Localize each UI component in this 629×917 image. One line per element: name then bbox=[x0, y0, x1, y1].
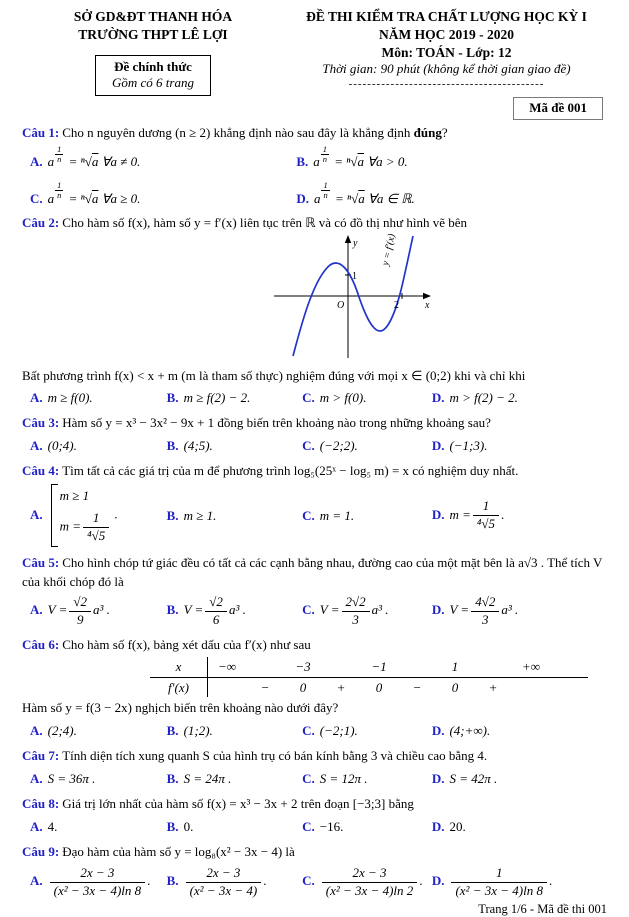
option-c bbox=[302, 817, 432, 837]
exponent-fraction bbox=[55, 145, 63, 165]
rhs: a³ . bbox=[93, 602, 110, 618]
exam-title: ĐỀ THI KIỂM TRA CHẤT LƯỢNG HỌC KỲ I bbox=[306, 9, 587, 24]
curve-label: y = f′(x) bbox=[380, 233, 398, 267]
question-6-stem2 bbox=[22, 699, 609, 717]
official-exam-label: Đề chính thức bbox=[114, 59, 192, 75]
radical-sign: ⁿ√ bbox=[80, 190, 92, 206]
question-4-label: Câu 4: bbox=[22, 463, 60, 479]
option-letter: C. bbox=[30, 190, 43, 206]
condition: ∀a ≠ 0. bbox=[101, 154, 141, 170]
option-c bbox=[302, 506, 432, 526]
question-8-label: Câu 8: bbox=[22, 796, 60, 812]
sign-table-sign-row bbox=[150, 678, 588, 698]
lhs: V = bbox=[47, 602, 68, 618]
option-d bbox=[296, 181, 609, 208]
option-letter: C. bbox=[302, 818, 315, 834]
fraction-den: 3 bbox=[482, 611, 489, 627]
option-text: 4. bbox=[47, 818, 58, 834]
system-line-2 bbox=[60, 510, 112, 545]
option-letter: C. bbox=[302, 602, 315, 618]
exp-num: 1 bbox=[322, 143, 327, 154]
option-text bbox=[449, 498, 505, 532]
option-d bbox=[432, 498, 609, 533]
condition: ∀a > 0. bbox=[367, 154, 408, 170]
formula bbox=[47, 143, 141, 170]
question-3-stem bbox=[22, 414, 609, 432]
option-text: m ≥ f(2) − 2. bbox=[183, 389, 251, 405]
fraction-num: 2x − 3 bbox=[186, 865, 262, 883]
exp-num: 1 bbox=[57, 179, 62, 190]
page-count-note: Gồm có 6 trang bbox=[112, 75, 194, 91]
fraction bbox=[342, 594, 370, 629]
question-6 bbox=[22, 636, 609, 743]
header-right bbox=[284, 8, 609, 120]
fraction-den: (x² − 3x − 4)ln 8 bbox=[53, 882, 142, 898]
stem-text: Tìm tất cả các giá trị của m để phương trình log₅(25ˣ − log₅ m) = x có nghiệm duy nhất. bbox=[62, 463, 519, 479]
option-text: (2;4). bbox=[47, 722, 77, 738]
option-letter: B. bbox=[166, 437, 179, 453]
option-a bbox=[30, 721, 167, 741]
derivative-graph bbox=[264, 234, 609, 366]
question-7 bbox=[22, 747, 609, 791]
x-value: −∞ bbox=[217, 659, 237, 675]
option-text: −16. bbox=[319, 818, 344, 834]
question-6-options bbox=[30, 721, 609, 741]
option-letter: B. bbox=[166, 507, 179, 523]
period: . bbox=[114, 506, 118, 522]
stem-text: Bất phương trình f(x) < x + m (m là tham số thực) nghiệm đúng với mọi x ∈ (0;2) khi và chỉ khi bbox=[22, 367, 526, 383]
sign: 0 bbox=[299, 679, 307, 695]
x-tick-2: 2 bbox=[394, 299, 399, 311]
exp-den: n bbox=[57, 190, 62, 201]
option-c bbox=[30, 181, 296, 208]
option-letter: C. bbox=[302, 507, 315, 523]
period: . bbox=[263, 872, 267, 888]
option-b bbox=[167, 436, 302, 456]
y-axis-arrow-icon bbox=[345, 235, 351, 243]
radical-sign: ⁿ√ bbox=[347, 190, 359, 206]
stem-bold-word: đúng bbox=[413, 125, 442, 141]
exp-num: 1 bbox=[323, 179, 328, 190]
condition: ∀a ≥ 0. bbox=[101, 190, 141, 206]
question-1 bbox=[22, 124, 609, 210]
option-text: S = 24π . bbox=[183, 770, 232, 786]
option-b bbox=[296, 145, 609, 172]
stem-text: Đạo hàm của hàm số y = log₈(x² − 3x − 4) là bbox=[62, 844, 295, 860]
formula bbox=[47, 179, 141, 206]
stem-text: Hàm số y = x³ − 3x² − 9x + 1 đồng biến trên khoảng nào trong những khoảng sau? bbox=[62, 415, 491, 431]
fraction-den: ⁴√5 bbox=[476, 516, 496, 532]
question-6-label: Câu 6: bbox=[22, 636, 60, 652]
question-2-stem2 bbox=[22, 367, 609, 385]
rhs: a³ . bbox=[501, 602, 519, 618]
question-9-label: Câu 9: bbox=[22, 844, 60, 860]
fraction bbox=[83, 510, 109, 545]
option-text: (4;+∞). bbox=[449, 722, 491, 738]
fraction-den: 3 bbox=[352, 611, 359, 627]
option-d bbox=[432, 436, 609, 456]
option-text: (4;5). bbox=[183, 437, 213, 453]
option-letter: A. bbox=[30, 872, 43, 888]
fraction-num: √2 bbox=[69, 594, 91, 612]
option-text: S = 12π . bbox=[319, 770, 368, 786]
question-3-options bbox=[30, 436, 609, 456]
equals: = bbox=[68, 154, 78, 170]
option-d bbox=[432, 721, 609, 741]
question-5-stem bbox=[22, 554, 609, 591]
exam-code-box: Mã đề 001 bbox=[513, 97, 603, 120]
option-text: m = 1. bbox=[319, 507, 355, 523]
math-base: a bbox=[47, 154, 55, 170]
exponent-fraction bbox=[321, 181, 329, 201]
fraction-num: 1 bbox=[473, 498, 499, 516]
stem-text: Hàm số y = f(3 − 2x) nghịch biến trên khoảng nào dưới đây? bbox=[22, 700, 339, 716]
option-c bbox=[302, 865, 432, 900]
equals: = bbox=[334, 154, 344, 170]
option-d bbox=[432, 769, 609, 789]
lhs: V = bbox=[183, 602, 204, 618]
option-text bbox=[184, 864, 267, 898]
option-a bbox=[30, 594, 167, 629]
option-letter: D. bbox=[296, 190, 309, 206]
fraction bbox=[50, 865, 146, 900]
question-9-stem bbox=[22, 843, 609, 861]
option-text: (−2;1). bbox=[319, 722, 358, 738]
option-text bbox=[449, 864, 553, 898]
radical-sign: ⁿ√ bbox=[80, 154, 92, 170]
option-letter: B. bbox=[166, 389, 179, 405]
question-7-options bbox=[30, 769, 609, 789]
fraction bbox=[471, 594, 499, 629]
formula bbox=[313, 143, 408, 170]
option-text: S = 42π . bbox=[449, 770, 498, 786]
option-letter: A. bbox=[30, 506, 43, 522]
option-letter: B. bbox=[296, 154, 309, 170]
fraction bbox=[451, 865, 547, 900]
question-2-label: Câu 2: bbox=[22, 215, 60, 231]
option-b bbox=[167, 721, 302, 741]
option-a bbox=[30, 769, 167, 789]
option-a bbox=[30, 865, 167, 900]
option-a bbox=[30, 388, 167, 408]
origin-label: O bbox=[337, 299, 345, 311]
divider-dashes: ------------------------------------------ bbox=[348, 78, 545, 91]
option-text: m > f(2) − 2. bbox=[449, 389, 518, 405]
option-letter: C. bbox=[302, 722, 315, 738]
fraction-num: 1 bbox=[451, 865, 547, 883]
fraction-den: 9 bbox=[76, 611, 84, 627]
option-text: S = 36π . bbox=[47, 770, 96, 786]
option-text bbox=[183, 594, 246, 627]
option-d bbox=[432, 594, 609, 629]
option-letter: D. bbox=[431, 872, 445, 888]
question-8-stem bbox=[22, 795, 609, 813]
option-a bbox=[30, 484, 167, 547]
lhs: m = bbox=[59, 518, 82, 534]
option-b bbox=[167, 506, 302, 526]
period: . bbox=[548, 872, 553, 888]
option-letter: D. bbox=[431, 818, 445, 834]
exponent-fraction bbox=[55, 181, 63, 201]
option-text: m > f(0). bbox=[319, 389, 367, 405]
question-8-options bbox=[30, 817, 609, 837]
question-8 bbox=[22, 795, 609, 839]
equals: = bbox=[334, 190, 344, 206]
option-text: m ≥ f(0). bbox=[47, 389, 93, 405]
equals: = bbox=[68, 190, 78, 206]
option-text: 0. bbox=[183, 818, 194, 834]
question-1-stem bbox=[22, 124, 609, 142]
question-5-options bbox=[30, 594, 609, 629]
fraction-den: 6 bbox=[212, 611, 220, 627]
duration-note: Thời gian: 90 phút (không kể thời gian giao đề) bbox=[322, 61, 571, 77]
math-base: a bbox=[313, 154, 320, 170]
period: . bbox=[501, 506, 505, 522]
school-year: NĂM HỌC 2019 - 2020 bbox=[379, 26, 514, 42]
option-text bbox=[449, 594, 519, 627]
option-letter: D. bbox=[431, 389, 445, 405]
sign: − bbox=[260, 679, 270, 695]
exp-den: n bbox=[57, 154, 62, 165]
option-d bbox=[432, 865, 609, 900]
stem-text: Cho hình chóp tứ giác đều có tất cả các cạnh bằng nhau, đường cao của một mặt bên là a√3 . Thể tích V của khối chóp đó là bbox=[22, 555, 603, 589]
x-value: 1 bbox=[451, 659, 459, 675]
stem-text: Cho n nguyên dương (n ≥ 2) khẳng định nào sau đây là khẳng định bbox=[62, 125, 414, 141]
option-b bbox=[167, 769, 302, 789]
rhs: a³ . bbox=[228, 602, 246, 618]
fraction-num: √2 bbox=[205, 594, 227, 612]
sign: 0 bbox=[451, 679, 459, 695]
fraction bbox=[69, 594, 91, 629]
condition: ∀a ∈ ℝ. bbox=[367, 190, 415, 206]
option-c bbox=[302, 388, 432, 408]
option-letter: C. bbox=[302, 389, 315, 405]
x-axis-arrow-icon bbox=[423, 292, 431, 298]
option-c bbox=[302, 721, 432, 741]
x-value: +∞ bbox=[521, 659, 541, 675]
fraction-num: 4√2 bbox=[471, 594, 499, 612]
fraction bbox=[322, 865, 418, 900]
option-b bbox=[167, 594, 302, 629]
header-left bbox=[22, 8, 284, 120]
option-d bbox=[432, 388, 609, 408]
graph-svg bbox=[264, 234, 436, 362]
radicand: a bbox=[91, 190, 99, 206]
fraction bbox=[205, 594, 227, 629]
option-text: (0;4). bbox=[47, 437, 77, 453]
option-c bbox=[302, 594, 432, 629]
option-letter: A. bbox=[30, 437, 43, 453]
exam-code-wrap bbox=[284, 97, 609, 120]
sign: − bbox=[412, 679, 422, 695]
fraction-den: (x² − 3x − 4)ln 2 bbox=[325, 882, 414, 898]
question-2-stem bbox=[22, 214, 609, 232]
radicand: a bbox=[91, 154, 99, 170]
option-letter: A. bbox=[30, 602, 43, 618]
option-letter: B. bbox=[166, 872, 179, 888]
stem-text: Giá trị lớn nhất của hàm số f(x) = x³ − 3x + 2 trên đoạn [−3;3] bằng bbox=[62, 796, 414, 812]
option-letter: B. bbox=[166, 602, 179, 618]
question-4-options bbox=[30, 484, 609, 547]
department-name: SỞ GD&ĐT THANH HÓA bbox=[73, 9, 233, 24]
question-3 bbox=[22, 414, 609, 458]
question-5 bbox=[22, 554, 609, 632]
option-a bbox=[30, 145, 296, 172]
question-5-label: Câu 5: bbox=[22, 555, 60, 571]
option-text: 20. bbox=[449, 818, 466, 834]
option-c bbox=[302, 769, 432, 789]
sign: + bbox=[336, 679, 346, 695]
subject-grade: Môn: TOÁN - Lớp: 12 bbox=[381, 44, 512, 60]
option-letter: A. bbox=[30, 722, 43, 738]
y-tick-1: 1 bbox=[352, 270, 357, 282]
question-1-label: Câu 1: bbox=[22, 125, 60, 141]
option-letter: D. bbox=[431, 722, 445, 738]
question-7-label: Câu 7: bbox=[22, 748, 60, 764]
option-text bbox=[320, 864, 423, 898]
option-text: (−2;2). bbox=[319, 437, 358, 453]
question-9 bbox=[22, 843, 609, 902]
stem-text: Cho hàm số f(x), hàm số y = f′(x) liên tục trên ℝ và có đồ thị như hình vẽ bên bbox=[62, 215, 467, 231]
option-letter: D. bbox=[431, 506, 445, 522]
lhs: V = bbox=[319, 602, 340, 618]
option-text: (1;2). bbox=[183, 722, 213, 738]
period: . bbox=[419, 872, 423, 888]
option-letter: D. bbox=[431, 437, 445, 453]
option-text bbox=[48, 864, 151, 898]
option-letter: C. bbox=[302, 872, 315, 888]
option-d bbox=[432, 817, 609, 837]
exponent-fraction bbox=[321, 145, 329, 165]
formula bbox=[313, 179, 415, 206]
option-text: (−1;3). bbox=[449, 437, 488, 453]
stem-text-end: ? bbox=[441, 125, 448, 141]
period: . bbox=[147, 872, 151, 888]
question-2-options bbox=[30, 388, 609, 408]
option-letter: A. bbox=[30, 818, 43, 834]
fraction-num: 2x − 3 bbox=[50, 865, 146, 883]
option-b bbox=[167, 865, 302, 900]
sign: 0 bbox=[375, 679, 383, 695]
x-axis-label: x bbox=[425, 299, 430, 311]
option-c bbox=[302, 436, 432, 456]
sign: + bbox=[488, 679, 498, 695]
option-letter: B. bbox=[166, 722, 179, 738]
system-bracket bbox=[51, 484, 114, 547]
question-6-stem bbox=[22, 636, 609, 654]
fraction bbox=[473, 498, 499, 533]
question-9-options bbox=[30, 865, 609, 900]
official-exam-box bbox=[95, 55, 211, 96]
option-letter: D. bbox=[431, 602, 445, 618]
option-b bbox=[167, 817, 302, 837]
option-letter: C. bbox=[302, 437, 315, 453]
radicand: a bbox=[358, 190, 365, 206]
fraction-num: 2√2 bbox=[342, 594, 370, 612]
stem-text: Cho hàm số f(x), bảng xét dấu của f′(x) như sau bbox=[62, 636, 311, 652]
exp-num: 1 bbox=[57, 143, 62, 154]
math-base: a bbox=[47, 190, 55, 206]
math-base: a bbox=[313, 190, 321, 206]
x-value: −1 bbox=[371, 659, 387, 675]
option-letter: A. bbox=[30, 770, 43, 786]
option-text bbox=[47, 594, 110, 627]
fraction-den: (x² − 3x − 4)ln 8 bbox=[455, 882, 543, 898]
sign-table bbox=[150, 657, 588, 697]
option-letter: A. bbox=[30, 389, 43, 405]
option-a bbox=[30, 817, 167, 837]
radicand: a bbox=[357, 154, 365, 170]
question-3-label: Câu 3: bbox=[22, 415, 60, 431]
fraction-den: ⁴√5 bbox=[87, 528, 106, 544]
option-text: m ≥ 1. bbox=[183, 507, 217, 523]
option-letter: A. bbox=[30, 154, 43, 170]
radical-sign: ⁿ√ bbox=[346, 154, 358, 170]
fraction-den: (x² − 3x − 4) bbox=[189, 882, 258, 898]
option-letter: C. bbox=[302, 770, 315, 786]
question-7-stem bbox=[22, 747, 609, 765]
system-line-1: m ≥ 1 bbox=[59, 487, 90, 503]
fraction-num: 2x − 3 bbox=[322, 865, 418, 883]
fraction-num: 1 bbox=[83, 510, 109, 528]
x-value: −3 bbox=[295, 659, 311, 675]
question-2 bbox=[22, 214, 609, 410]
option-letter: D. bbox=[431, 770, 445, 786]
option-b bbox=[167, 388, 302, 408]
sign-table-x-row bbox=[150, 657, 588, 678]
stem-text: Tính diện tích xung quanh S của hình trụ có bán kính bằng 3 và chiều cao bằng 4. bbox=[62, 748, 488, 764]
question-4 bbox=[22, 462, 609, 550]
lhs: V = bbox=[449, 602, 470, 618]
option-a bbox=[30, 436, 167, 456]
option-letter: B. bbox=[166, 818, 179, 834]
option-text bbox=[319, 594, 389, 627]
question-4-stem bbox=[22, 462, 609, 480]
x-row-label: x bbox=[150, 657, 208, 677]
rhs: a³ . bbox=[371, 602, 389, 618]
exp-den: n bbox=[323, 190, 328, 201]
page-footer: Trang 1/6 - Mã đề thi 001 bbox=[478, 902, 607, 917]
header bbox=[22, 8, 609, 120]
fprime-row-label: f′(x) bbox=[150, 678, 208, 698]
question-1-options bbox=[30, 145, 609, 208]
option-letter: B. bbox=[166, 770, 179, 786]
lhs: m = bbox=[449, 506, 471, 522]
y-axis-label: y bbox=[353, 237, 358, 249]
exp-den: n bbox=[322, 154, 327, 165]
school-name: TRƯỜNG THPT LÊ LỢI bbox=[78, 26, 228, 42]
fraction bbox=[186, 865, 262, 900]
